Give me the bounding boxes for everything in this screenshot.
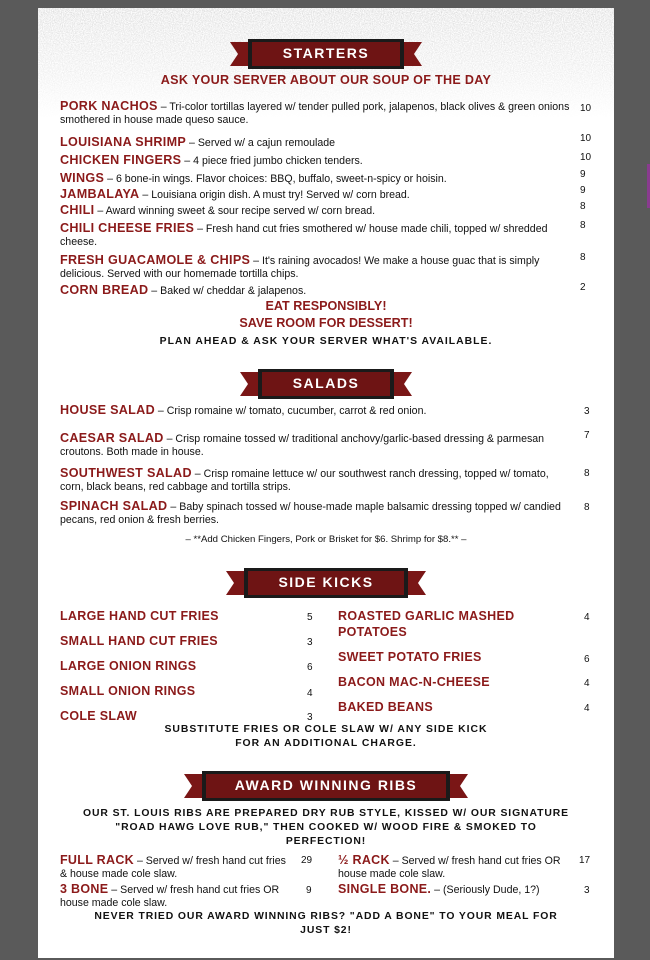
item-name: SINGLE BONE. xyxy=(338,882,432,896)
item-price: 8 xyxy=(580,220,586,231)
item-price: 8 xyxy=(580,252,586,263)
menu-item xyxy=(60,154,572,168)
item-description: – It's raining avocados! We make a house guac that is simply delicious. Served with our homemade tortilla chips. xyxy=(60,255,540,280)
item-price: 3 xyxy=(584,406,590,417)
side-item-name: LARGE HAND CUT FRIES xyxy=(60,609,219,623)
side-item-name: SMALL ONION RINGS xyxy=(60,684,196,698)
item-description: – Served w/ fresh hand cut fries OR house made cole slaw. xyxy=(338,855,561,880)
item-description: – Crisp romaine lettuce w/ our southwest ranch dressing, topped w/ tomato, corn, black beans, red cabbage and tortilla strips. xyxy=(60,468,549,493)
side-item-price: 4 xyxy=(584,678,590,689)
item-description: – Crisp romaine tossed w/ traditional anchovy/garlic-based dressing & parmesan croutons. Both made in house. xyxy=(60,433,545,458)
side-item-price: 5 xyxy=(307,612,313,623)
item-description: – 6 bone-in wings. Flavor choices: BBQ, buffalo, sweet-n-spicy or hoisin. xyxy=(104,173,447,185)
ribs-intro-line2: "ROAD HAWG LOVE RUB," THEN COOKED W/ WOOD FIRE & SMOKED TO xyxy=(115,822,537,833)
item-name: CAESAR SALAD xyxy=(60,431,164,445)
item-name: PORK NACHOS xyxy=(60,99,158,113)
item-description: – Served w/ fresh hand cut fries & house made cole slaw. xyxy=(60,855,286,880)
ribs-header: AWARD WINNING RIBS xyxy=(234,777,418,793)
side-item-name: BACON MAC-N-CHEESE xyxy=(338,675,490,689)
item-name: CHILI CHEESE FRIES xyxy=(60,221,195,235)
menu-item xyxy=(60,467,572,494)
side-item-name: ROASTED GARLIC MASHED POTATOES xyxy=(338,609,515,639)
item-description: – Served w/ fresh hand cut fries OR house made cole slaw. xyxy=(60,884,280,909)
item-price: 8 xyxy=(580,201,586,212)
item-name: ½ RACK xyxy=(338,853,390,867)
ribs-intro-line3: PERFECTION! xyxy=(285,836,367,847)
item-description: – Award winning sweet & sour recipe served w/ corn bread. xyxy=(94,205,376,217)
side-item-price: 4 xyxy=(307,688,313,699)
item-description: – Baby spinach tossed w/ house-made maple balsamic dressing topped w/ candied pecans, red onion & fresh berries. xyxy=(60,501,561,526)
menu-item xyxy=(60,172,572,186)
item-description: – (Seriously Dude, 1?) xyxy=(431,884,540,896)
item-price: 9 xyxy=(306,885,312,896)
ribs-intro-line1: OUR ST. LOUIS RIBS ARE PREPARED DRY RUB STYLE, KISSED W/ OUR SIGNATURE xyxy=(83,808,569,819)
item-description: – Crisp romaine w/ tomato, cucumber, carrot & red onion. xyxy=(154,405,427,417)
menu-item xyxy=(60,500,572,527)
rib-item xyxy=(338,883,568,897)
side-item-price: 3 xyxy=(307,637,313,648)
item-price: 8 xyxy=(584,468,590,479)
save-room: SAVE ROOM FOR DESSERT! xyxy=(239,316,413,330)
item-description: – Tri-color tortillas layered w/ tender pulled pork, jalapenos, black olives & green onions smothered in house made queso sauce. xyxy=(60,101,570,126)
side-item-price: 6 xyxy=(307,662,313,673)
item-name: FRESH GUACAMOLE & CHIPS xyxy=(60,253,251,267)
rib-item xyxy=(60,883,290,910)
item-price: 9 xyxy=(580,185,586,196)
rib-item xyxy=(338,854,568,881)
item-price: 7 xyxy=(584,430,590,441)
item-description: – Served w/ a cajun remoulade xyxy=(186,137,336,149)
item-name: LOUISIANA SHRIMP xyxy=(60,135,187,149)
substitute-note-line1: SUBSTITUTE FRIES OR COLE SLAW W/ ANY SIDE KICK xyxy=(164,724,488,735)
item-name: CHICKEN FINGERS xyxy=(60,153,182,167)
ribs-footer-line1: NEVER TRIED OUR AWARD WINNING RIBS? "ADD A BONE" TO YOUR MEAL FOR xyxy=(94,911,558,922)
soup-note: ASK YOUR SERVER ABOUT OUR SOUP OF THE DAY xyxy=(160,73,492,87)
plan-ahead: PLAN AHEAD & ASK YOUR SERVER WHAT'S AVAILABLE. xyxy=(159,336,493,347)
item-description: – Baked w/ cheddar & jalapenos. xyxy=(148,285,307,297)
side-item-name: LARGE ONION RINGS xyxy=(60,659,197,673)
item-name: FULL RACK xyxy=(60,853,134,867)
side-item-price: 3 xyxy=(307,712,313,723)
item-name: WINGS xyxy=(60,171,105,185)
item-price: 29 xyxy=(301,855,313,866)
item-description: – Fresh hand cut fries smothered w/ house made chili, topped w/ shredded cheese. xyxy=(60,223,548,248)
item-price: 10 xyxy=(580,152,592,163)
eat-responsibly: EAT RESPONSIBLY! xyxy=(265,299,387,313)
item-price: 10 xyxy=(580,133,592,144)
side-item-name: SMALL HAND CUT FRIES xyxy=(60,634,218,648)
menu-item xyxy=(60,204,572,218)
side-item-price: 4 xyxy=(584,703,590,714)
side-kicks-banner xyxy=(226,568,426,598)
rib-item xyxy=(60,854,290,881)
menu-item xyxy=(60,188,572,202)
starters-header: STARTERS xyxy=(282,45,370,61)
item-price: 2 xyxy=(580,282,586,293)
side-item-name: SWEET POTATO FRIES xyxy=(338,650,482,664)
item-name: SOUTHWEST SALAD xyxy=(60,466,192,480)
salads-banner xyxy=(240,369,412,399)
item-name: 3 BONE xyxy=(60,882,109,896)
item-name: HOUSE SALAD xyxy=(60,403,155,417)
substitute-note-line2: FOR AN ADDITIONAL CHARGE. xyxy=(235,738,417,749)
item-name: JAMBALAYA xyxy=(60,187,140,201)
item-price: 10 xyxy=(580,103,592,114)
menu-item xyxy=(60,404,572,418)
menu-item xyxy=(60,284,572,298)
starters-banner xyxy=(230,39,422,69)
item-price: 9 xyxy=(580,169,586,180)
item-price: 8 xyxy=(584,502,590,513)
side-item-price: 6 xyxy=(584,654,590,665)
item-name: CORN BREAD xyxy=(60,283,149,297)
menu-item xyxy=(60,254,572,281)
item-description: – Louisiana origin dish. A must try! Served w/ corn bread. xyxy=(139,189,410,201)
menu-item xyxy=(60,100,572,127)
ribs-banner xyxy=(184,771,468,801)
item-price: 3 xyxy=(584,885,590,896)
menu-page xyxy=(38,8,614,958)
item-description: – 4 piece fried jumbo chicken tenders. xyxy=(181,155,363,167)
side-kicks-header: SIDE KICKS xyxy=(278,574,374,590)
menu-item xyxy=(60,136,572,150)
item-name: CHILI xyxy=(60,203,95,217)
side-item-price: 4 xyxy=(584,612,590,623)
side-item-name: BAKED BEANS xyxy=(338,700,433,714)
item-price: 17 xyxy=(579,855,591,866)
menu-item xyxy=(60,222,572,249)
salads-header: SALADS xyxy=(292,375,360,391)
menu-item xyxy=(60,432,572,459)
salad-addon-note: – **Add Chicken Fingers, Pork or Brisket for $6. Shrimp for $8.** – xyxy=(185,534,467,545)
side-item-name: COLE SLAW xyxy=(60,709,138,723)
ribs-footer-line2: JUST $2! xyxy=(300,925,352,936)
item-name: SPINACH SALAD xyxy=(60,499,168,513)
